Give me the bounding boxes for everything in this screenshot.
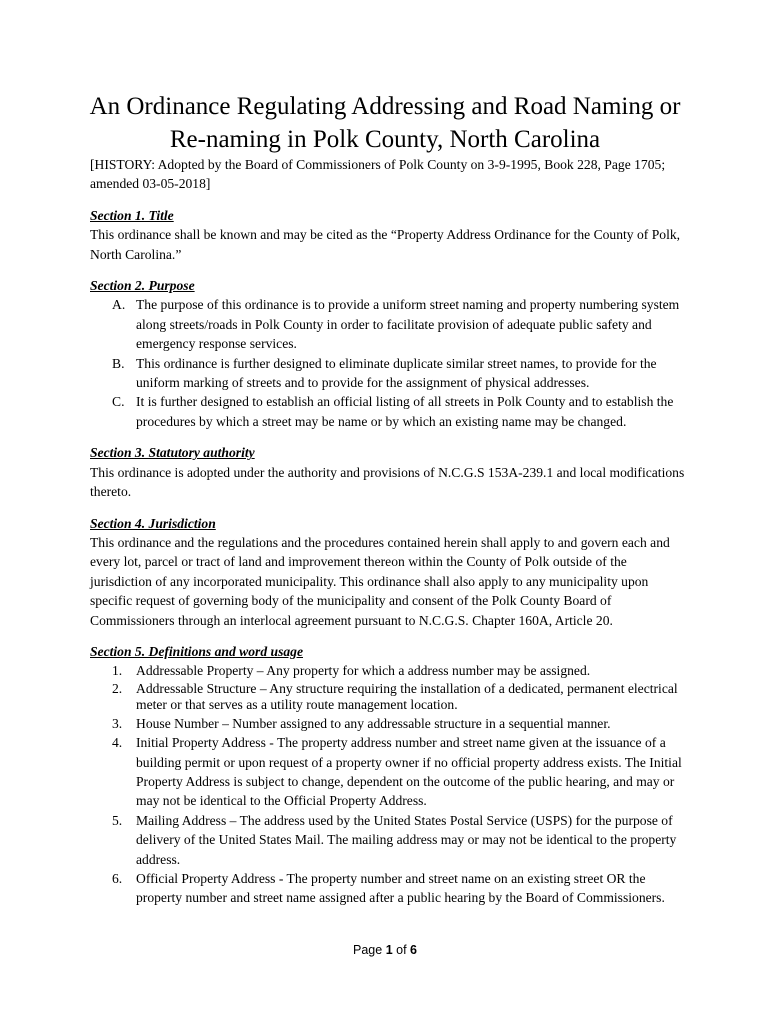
section-1: [90, 206, 692, 264]
section-4-heading: Section 4. Jurisdiction: [90, 515, 216, 531]
section-3-text: This ordinance is adopted under the authority and provisions of N.C.G.S 153A-239.1 and local modifications thereto.: [90, 464, 685, 500]
list-marker: C.: [112, 394, 125, 410]
list-item: [90, 681, 692, 714]
section-2: [90, 276, 692, 431]
section-3-heading: Section 3. Statutory authority: [90, 445, 255, 461]
list-item-text: Mailing Address – The address used by the United States Postal Service (USPS) for the purpose of delivery of the United States Mail. The mailing address may or may not be identical to the property address.: [136, 812, 677, 867]
list-marker: 2.: [112, 680, 123, 696]
list-item-text: It is further designed to establish an official listing of all streets in Polk County and to establish the procedures by which a street may be name or by which an existing name may be changed.: [136, 394, 674, 429]
list-item-text: Addressable Structure – Any structure requiring the installation of a dedicated, permanent electrical meter or that serves as a utility route management location.: [136, 680, 678, 713]
list-item-text: Initial Property Address - The property address number and street name given at the issuance of a building permit or upon request of a property owner if no official property address exists. The Initial Property Address is subject to change, dependent on the outcome of the public hearing, and may or may not be identical to the Official Property Address.: [136, 735, 682, 809]
section-5-list: [90, 661, 692, 907]
document-title: [70, 90, 700, 156]
list-item-text: This ordinance is further designed to eliminate duplicate similar street names, to provide for the uniform marking of streets and to provide for the assignment of physical addresses.: [136, 355, 657, 391]
list-marker: 3.: [112, 715, 123, 731]
title-line-1: An Ordinance Regulating Addressing and Road Naming or: [89, 93, 681, 120]
section-4: [90, 514, 692, 630]
section-5-heading: Section 5. Definitions and word usage: [90, 643, 303, 659]
list-item-text: House Number – Number assigned to any addressable structure in a sequential manner.: [136, 715, 611, 731]
page-footer: [0, 943, 770, 957]
list-marker: 4.: [112, 735, 123, 751]
of-word: of: [396, 943, 407, 957]
list-item: [90, 811, 692, 869]
title-line-2: Re-naming in Polk County, North Carolina: [169, 126, 601, 153]
list-item-text: The purpose of this ordinance is to provide a uniform street naming and property numbering system along streets/roads in Polk County in order to facilitate provision of adequate public safety and emergency response services.: [136, 297, 680, 352]
section-2-heading: Section 2. Purpose: [90, 278, 195, 294]
list-marker: B.: [112, 355, 125, 371]
list-item: [90, 714, 692, 733]
page-number: 1: [385, 943, 393, 957]
list-item: [90, 869, 692, 908]
section-3: [90, 443, 692, 501]
list-item: [90, 295, 692, 353]
section-4-text: This ordinance and the regulations and the procedures contained herein shall apply to and govern each and every lot, parcel or tract of land and improvement thereon within the County of Polk outside of the jurisdiction of any incorporated municipality. This ordinance shall also apply to any municipality upon specific request of governing body of the municipality and consent of the Polk County Board of Commissioners through an interlocal agreement pursuant to N.C.G.S. Chapter 160A, Article 20.: [90, 534, 670, 628]
section-2-list: [90, 295, 692, 431]
list-item-text: Official Property Address - The property number and street name on an existing street OR the property number and street name assigned after a public hearing by the Board of Commissioners.: [136, 871, 665, 906]
document-body: [90, 155, 692, 908]
list-item: [90, 392, 692, 431]
list-marker: 5.: [112, 812, 123, 828]
page-total: 6: [410, 943, 417, 957]
history-note: [90, 155, 692, 194]
list-marker: 6.: [112, 871, 123, 886]
list-marker: A.: [112, 297, 126, 313]
page-word: Page: [353, 943, 383, 957]
section-1-heading: Section 1. Title: [90, 207, 174, 223]
list-item: [90, 354, 692, 393]
section-5: [90, 642, 692, 908]
history-text: [HISTORY: Adopted by the Board of Commissioners of Polk County on 3-9-1995, Book 228, Page 1705; amended 03-05-2018]: [90, 157, 666, 192]
list-item-text: Addressable Property – Any property for which a address number may be assigned.: [136, 663, 591, 679]
section-1-text: This ordinance shall be known and may be cited as the “Property Address Ordinance for the County of Polk, North Carolina.”: [90, 227, 681, 262]
list-item: [90, 733, 692, 811]
list-item: [90, 661, 692, 680]
list-marker: 1.: [112, 663, 123, 679]
